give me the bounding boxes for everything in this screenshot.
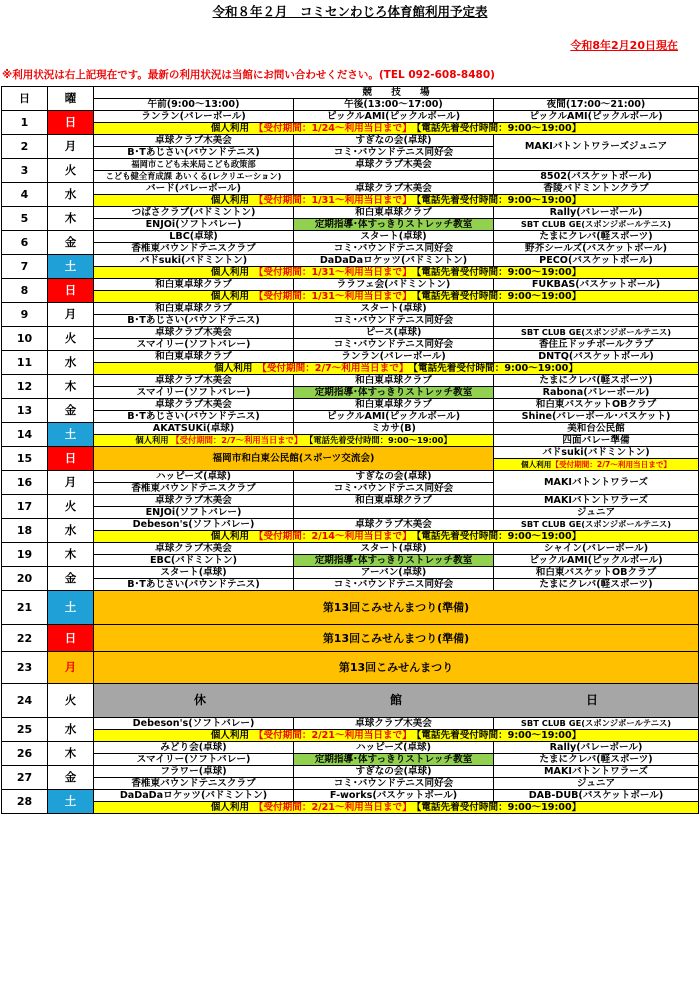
night-slot [494, 159, 699, 171]
am-slot: B･Tあじさい(バウンドテニス) [94, 411, 294, 423]
am-slot: 和白東卓球クラブ [94, 303, 294, 315]
dow-cell: 水 [48, 183, 94, 207]
stretch-class-slot: 定期指導･体すっきりストレッチ教室 [294, 555, 494, 567]
pm-slot: コミ･バウンドテニス同好会 [294, 315, 494, 327]
night-slot: FUKBAS(バスケットボール) [494, 279, 699, 291]
pm-slot: ララフェ会(バドミントン) [294, 279, 494, 291]
pm-slot: ピックルAMI(ピックルボール) [294, 411, 494, 423]
stretch-class-slot: 定期指導･体すっきりストレッチ教室 [294, 219, 494, 231]
pm-slot: ピース(卓球) [294, 327, 494, 339]
pm-slot: コミ･バウンドテニス同好会 [294, 778, 494, 790]
night-slot: ピックルAMI(ピックルボール) [494, 555, 699, 567]
am-slot: ENJOi(ソフトバレー) [94, 507, 294, 519]
day-number: 1 [2, 111, 48, 135]
night-slot: たまにクレバ(軽スポーツ) [494, 579, 699, 591]
day-number: 26 [2, 742, 48, 766]
night-slot: 四面バレー準備 [494, 435, 699, 447]
day-number: 28 [2, 790, 48, 814]
day-number: 8 [2, 279, 48, 303]
dow-cell: 月 [48, 303, 94, 327]
night-slot: MAKIバトントワラーズ [494, 766, 699, 778]
am-slot: 和白東卓球クラブ [94, 351, 294, 363]
night-slot: MAKIバトントワラーズ [494, 495, 699, 507]
night-slot: シャイン(バレーボール) [494, 543, 699, 555]
pm-slot [294, 171, 494, 183]
dow-cell: 月 [48, 135, 94, 159]
day-number: 7 [2, 255, 48, 279]
am-slot: 和白東卓球クラブ [94, 279, 294, 291]
night-slot: 香住丘ドッチボールクラブ [494, 339, 699, 351]
am-slot: AKATSUKi(卓球) [94, 423, 294, 435]
am-slot: B･Tあじさい(バウンドテニス) [94, 147, 294, 159]
day-number: 14 [2, 423, 48, 447]
individual-use-notice: 個人利用 【受付期間：2/7～利用当日まで】 【電話先着受付時間：9:00～19:00】 [94, 435, 494, 447]
night-slot: 8502(バスケットボール) [494, 171, 699, 183]
schedule-table [1, 86, 699, 814]
night-slot: Rally(バレーボール) [494, 742, 699, 754]
am-slot: こども健全育成課 あいくる(レクリエーション) [94, 171, 294, 183]
day-row-6 [2, 231, 699, 243]
day-number: 6 [2, 231, 48, 255]
header-am: 午前(9:00～13:00) [94, 99, 294, 111]
individual-use-notice: 個人利用 【受付期間：2/7～利用当日まで】 【電話先着受付時間：9:00～19:00】 [94, 363, 699, 375]
day-row-14 [2, 423, 699, 435]
pm-slot: 和白東卓球クラブ [294, 495, 494, 507]
pm-slot: スタート(卓球) [294, 303, 494, 315]
am-slot: フラワー(卓球) [94, 766, 294, 778]
night-slot: SBT CLUB GE(スポンジボールテニス) [494, 718, 699, 730]
pm-slot: 卓球クラブ木美会 [294, 519, 494, 531]
dow-cell: 月 [48, 652, 94, 684]
am-slot: 卓球クラブ木美会 [94, 375, 294, 387]
day-number: 19 [2, 543, 48, 567]
day-row-8 [2, 279, 699, 291]
am-slot: Debeson's(ソフトバレー) [94, 718, 294, 730]
individual-use-bar [2, 267, 699, 279]
pm-slot: アーバン(卓球) [294, 567, 494, 579]
am-slot: スマイリー(ソフトバレー) [94, 387, 294, 399]
page-title: 令和８年２月 コミセンわじろ体育館利用予定表 [212, 4, 488, 19]
pm-slot: DaDaDaロケッツ(バドミントン) [294, 255, 494, 267]
individual-use-notice: 個人利用 【受付期間：1/31～利用当日まで】 【電話先着受付時間：9:00～19:00】 [94, 291, 699, 303]
day-number: 9 [2, 303, 48, 327]
dow-cell: 土 [48, 790, 94, 814]
day-row-17 [2, 495, 699, 507]
event-cell: 第13回こみせんまつり(準備) [94, 591, 699, 625]
day-row-21 [2, 591, 699, 625]
pm-slot: 和白東卓球クラブ [294, 399, 494, 411]
day-number: 16 [2, 471, 48, 495]
night-slot [494, 315, 699, 327]
day-number: 11 [2, 351, 48, 375]
day-number: 15 [2, 447, 48, 471]
night-slot: SBT CLUB GE(スポンジボールテニス) [494, 327, 699, 339]
pm-slot: すぎなの会(卓球) [294, 471, 494, 483]
dow-cell: 土 [48, 255, 94, 279]
dow-cell: 日 [48, 625, 94, 652]
day-number: 27 [2, 766, 48, 790]
day-row-28 [2, 790, 699, 802]
pm-slot [294, 507, 494, 519]
dow-cell: 土 [48, 423, 94, 447]
day-number: 3 [2, 159, 48, 183]
dow-cell: 火 [48, 159, 94, 183]
day-number: 20 [2, 567, 48, 591]
day-row-16 [2, 471, 699, 483]
pm-slot: ミカサ(B) [294, 423, 494, 435]
day-number: 24 [2, 684, 48, 718]
night-slot: DNTQ(バスケットボール) [494, 351, 699, 363]
event-cell: 第13回こみせんまつり(準備) [94, 625, 699, 652]
day-row-2 [2, 135, 699, 147]
pm-slot: ランラン(バレーボール) [294, 351, 494, 363]
day-row-24 [2, 684, 699, 718]
dow-cell: 土 [48, 591, 94, 625]
individual-use-bar [2, 531, 699, 543]
am-slot: 卓球クラブ木美会 [94, 543, 294, 555]
day-row-20 [2, 567, 699, 579]
day-number: 23 [2, 652, 48, 684]
pm-slot: すぎなの会(卓球) [294, 135, 494, 147]
night-slot: 香陵バドミントンクラブ [494, 183, 699, 195]
day-row-15 [2, 447, 699, 459]
am-slot: LBC(卓球) [94, 231, 294, 243]
night-slot: 美和台公民館 [494, 423, 699, 435]
pm-slot: 卓球クラブ木美会 [294, 183, 494, 195]
day-number: 17 [2, 495, 48, 519]
night-slot [494, 303, 699, 315]
night-slot: DAB-DUB(バスケットボール) [494, 790, 699, 802]
am-slot: みどり会(卓球) [94, 742, 294, 754]
dow-cell: 月 [48, 471, 94, 495]
day-row-23 [2, 652, 699, 684]
am-slot: ENJOi(ソフトバレー) [94, 219, 294, 231]
header-pm: 午後(13:00～17:00) [294, 99, 494, 111]
am-slot: B･Tあじさい(バウンドテニス) [94, 579, 294, 591]
day-row-26 [2, 742, 699, 754]
am-slot: バドsuki(バドミントン) [94, 255, 294, 267]
pm-slot: コミ･バウンドテニス同好会 [294, 243, 494, 255]
day-number: 4 [2, 183, 48, 207]
pm-slot: 和白東卓球クラブ [294, 375, 494, 387]
day-number: 2 [2, 135, 48, 159]
individual-use-bar [2, 802, 699, 814]
am-slot: B･Tあじさい(バウンドテニス) [94, 315, 294, 327]
am-slot: バード(バレーボール) [94, 183, 294, 195]
day-row-18 [2, 519, 699, 531]
individual-use-notice: 個人利用 【受付期間：1/24～利用当日まで】 【電話先着受付時間：9:00～19:00】 [94, 123, 699, 135]
night-slot: SBT CLUB GE(スポンジボールテニス) [494, 219, 699, 231]
day-row-9 [2, 303, 699, 315]
day-row-7 [2, 255, 699, 267]
day-number: 12 [2, 375, 48, 399]
am-slot: Debeson's(ソフトバレー) [94, 519, 294, 531]
am-slot: スマイリー(ソフトバレー) [94, 339, 294, 351]
individual-use-bar [2, 123, 699, 135]
dow-cell: 火 [48, 684, 94, 718]
individual-use-notice: 個人利用 【受付期間：1/31～利用当日まで】 【電話先着受付時間：9:00～19:00】 [94, 267, 699, 279]
night-slot: SBT CLUB GE(スポンジボールテニス) [494, 519, 699, 531]
dow-cell: 水 [48, 718, 94, 742]
header-row-sub [2, 99, 699, 111]
day-row-13 [2, 399, 699, 411]
am-slot: スタート(卓球) [94, 567, 294, 579]
night-slot: ピックルAMI(ピックルボール) [494, 111, 699, 123]
header-venue: 競 技 場 [94, 87, 699, 99]
individual-use-bar [2, 363, 699, 375]
dow-cell: 木 [48, 207, 94, 231]
dow-cell: 金 [48, 399, 94, 423]
dow-cell: 日 [48, 111, 94, 135]
stretch-class-slot: 定期指導･体すっきりストレッチ教室 [294, 387, 494, 399]
event-cell: 福岡市和白東公民館(スポーツ交流会) [94, 447, 494, 471]
header-night: 夜間(17:00～21:00) [494, 99, 699, 111]
event-cell: 第13回こみせんまつり [94, 652, 699, 684]
dow-cell: 火 [48, 327, 94, 351]
night-slot: ジュニア [494, 507, 699, 519]
dow-cell: 水 [48, 351, 94, 375]
pm-slot: すぎなの会(卓球) [294, 766, 494, 778]
pm-slot: スタート(卓球) [294, 231, 494, 243]
am-slot: つばさクラブ(バドミントン) [94, 207, 294, 219]
am-slot: 卓球クラブ木美会 [94, 399, 294, 411]
individual-use-bar [2, 195, 699, 207]
day-row-27 [2, 766, 699, 778]
as-of-date: 令和8年2月20日現在 [570, 39, 678, 52]
am-slot: 卓球クラブ木美会 [94, 495, 294, 507]
pm-slot: 和白東卓球クラブ [294, 207, 494, 219]
day-number: 10 [2, 327, 48, 351]
pm-slot: 卓球クラブ木美会 [294, 159, 494, 171]
am-slot: 卓球クラブ木美会 [94, 135, 294, 147]
pm-slot: コミ･バウンドテニス同好会 [294, 339, 494, 351]
dow-cell: 日 [48, 279, 94, 303]
am-slot: DaDaDaロケッツ(バドミントン) [94, 790, 294, 802]
day-row-11 [2, 351, 699, 363]
individual-use-notice: 個人利用【受付期間：2/7～利用当日まで】 [494, 459, 699, 471]
individual-use-notice: 個人利用 【受付期間：1/31～利用当日まで】 【電話先着受付時間：9:00～19:00】 [94, 195, 699, 207]
dow-cell: 金 [48, 567, 94, 591]
night-slot: ジュニア [494, 778, 699, 790]
day-row-10 [2, 327, 699, 339]
header-dow: 曜 [48, 87, 94, 111]
individual-use-bar [2, 730, 699, 742]
day-number: 21 [2, 591, 48, 625]
day-number: 22 [2, 625, 48, 652]
night-slot: MAKIバトントワラーズジュニア [494, 135, 699, 159]
day-row-19 [2, 543, 699, 555]
dow-cell: 金 [48, 766, 94, 790]
pm-slot: コミ･バウンドテニス同好会 [294, 483, 494, 495]
day-number: 18 [2, 519, 48, 543]
day-row-22 [2, 625, 699, 652]
pm-slot: ハッピーズ(卓球) [294, 742, 494, 754]
am-slot: 香椎東バウンドテニスクラブ [94, 243, 294, 255]
night-slot: Rally(バレーボール) [494, 207, 699, 219]
day-row-5 [2, 207, 699, 219]
day-number: 13 [2, 399, 48, 423]
closed-day-cell: 休 館 日 [94, 684, 699, 718]
day-row-4 [2, 183, 699, 195]
night-slot: PECO(バスケットボール) [494, 255, 699, 267]
day-number: 5 [2, 207, 48, 231]
dow-cell: 木 [48, 742, 94, 766]
am-slot: 卓球クラブ木美会 [94, 327, 294, 339]
dow-cell: 木 [48, 375, 94, 399]
dow-cell: 金 [48, 231, 94, 255]
dow-cell: 水 [48, 519, 94, 543]
day-row-25 [2, 718, 699, 730]
pm-slot: F-works(バスケットボール) [294, 790, 494, 802]
night-slot: Rabona(バレーボール) [494, 387, 699, 399]
am-slot: 香椎東バウンドテニスクラブ [94, 483, 294, 495]
night-slot: 和白東バスケットOBクラブ [494, 567, 699, 579]
am-slot: EBC(バドミントン) [94, 555, 294, 567]
dow-cell: 火 [48, 495, 94, 519]
pm-slot: ピックルAMI(ピックルボール) [294, 111, 494, 123]
individual-use-notice: 個人利用 【受付期間：2/21～利用当日まで】 【電話先着受付時間：9:00～19:00】 [94, 730, 699, 742]
day-row-1 [2, 111, 699, 123]
header-row [2, 87, 699, 99]
am-slot: スマイリー(ソフトバレー) [94, 754, 294, 766]
pm-slot: コミ･バウンドテニス同好会 [294, 579, 494, 591]
am-slot: 香椎東バウンドテニスクラブ [94, 778, 294, 790]
night-slot: Shine(バレーボール･バスケット) [494, 411, 699, 423]
am-slot: ハッピーズ(卓球) [94, 471, 294, 483]
pm-slot: 卓球クラブ木美会 [294, 718, 494, 730]
am-slot: 福岡市こども未来局こども政策部 [94, 159, 294, 171]
pm-slot: スタート(卓球) [294, 543, 494, 555]
individual-use-notice: 個人利用 【受付期間：2/21～利用当日まで】 【電話先着受付時間：9:00～19:00】 [94, 802, 699, 814]
dow-cell: 木 [48, 543, 94, 567]
night-slot: たまにクレバ(軽スポーツ) [494, 754, 699, 766]
day-row-12 [2, 375, 699, 387]
night-slot: 和白東バスケットOBクラブ [494, 399, 699, 411]
day-number: 25 [2, 718, 48, 742]
pm-slot: コミ･バウンドテニス同好会 [294, 147, 494, 159]
individual-use-notice: 個人利用 【受付期間：2/14～利用当日まで】 【電話先着受付時間：9:00～19:00】 [94, 531, 699, 543]
night-slot: バドsuki(バドミントン) [494, 447, 699, 459]
individual-use-bar [2, 291, 699, 303]
night-slot: 野芥シールズ(バスケットボール) [494, 243, 699, 255]
am-slot: ランラン(バレーボール) [94, 111, 294, 123]
night-slot: MAKIバトントワラーズ [494, 471, 699, 495]
usage-notice: ※利用状況は右上記現在です。最新の利用状況は当館にお問い合わせください。(TEL 092-608-8480) [2, 69, 495, 81]
header-day: 日 [2, 87, 48, 111]
stretch-class-slot: 定期指導･体すっきりストレッチ教室 [294, 754, 494, 766]
day-row-3 [2, 159, 699, 171]
night-slot: たまにクレバ(軽スポーツ) [494, 375, 699, 387]
dow-cell: 日 [48, 447, 94, 471]
night-slot: たまにクレバ(軽スポーツ) [494, 231, 699, 243]
